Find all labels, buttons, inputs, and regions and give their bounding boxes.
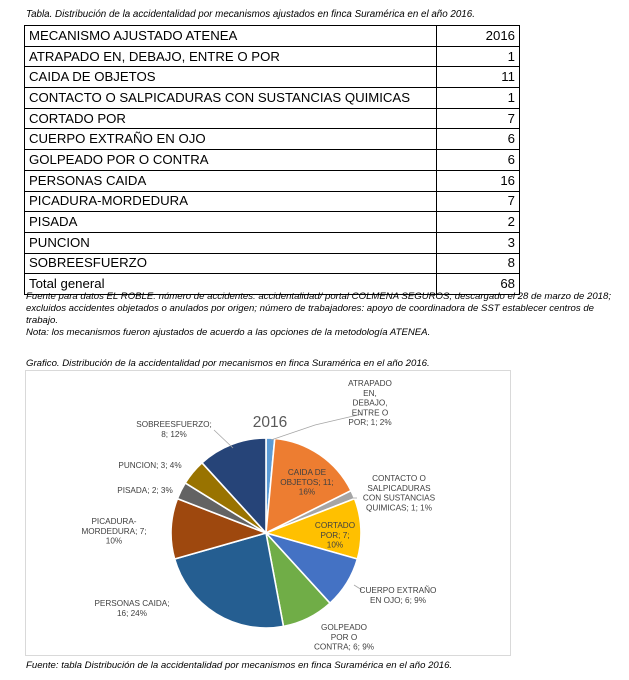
row-value: 16	[437, 170, 520, 191]
slice-label: PICADURA-MORDEDURA; 7; 10%	[81, 517, 147, 546]
row-value: 11	[437, 67, 520, 88]
row-label: CONTACTO O SALPICADURAS CON SUSTANCIAS QUIMICAS	[25, 88, 437, 109]
slice-label: SOBREESFUERZO; 8; 12%	[136, 420, 212, 439]
row-value: 68	[437, 274, 520, 295]
row-label: SOBREESFUERZO	[25, 253, 437, 274]
row-label: GOLPEADO POR O CONTRA	[25, 150, 437, 171]
leader-line	[214, 430, 233, 448]
slice-label: CAIDA DE OBJETOS; 11; 16%	[280, 468, 334, 497]
slice-label: ATRAPADO EN, DEBAJO, ENTRE O POR; 1; 2%	[348, 379, 392, 428]
source-note: Fuente para datos EL ROBLE: número de accidentes: accidentalidad/ portal COLMENA SEGUROS; descargado el 28 de marzo de 2018; excluidos accidentes objetados o anulados por origen; número de trabajadores: apoyo de coordinadora de SST establecer centros de trabajo.	[26, 291, 612, 326]
slice-label: PISADA; 2; 3%	[117, 486, 173, 495]
chart-source: Fuente: tabla Distribución de la accidentalidad por mecanismos en finca Suramérica en el año 2016.	[26, 660, 453, 671]
row-label: PUNCION	[25, 232, 437, 253]
slice-label: CORTADO POR; 7; 10%	[314, 521, 356, 550]
row-value: 2	[437, 212, 520, 233]
table-caption: Tabla. Distribución de la accidentalidad por mecanismos ajustados en finca Suramérica en el año 2016.	[26, 9, 475, 20]
slice-label: GOLPEADO POR O CONTRA; 6; 9%	[313, 623, 375, 652]
row-label: PISADA	[25, 212, 437, 233]
slice-label: CONTACTO O SALPICADURAS CON SUSTANCIAS QUIMICAS; 1; 1%	[362, 474, 436, 513]
row-value: 6	[437, 150, 520, 171]
row-value: 7	[437, 191, 520, 212]
row-value: 7	[437, 108, 520, 129]
row-label: CORTADO POR	[25, 108, 437, 129]
methodology-note: Nota: los mecanismos fueron ajustados de acuerdo a las opciones de la metodología ATENEA.	[26, 327, 431, 338]
chart-title: 2016	[252, 414, 288, 431]
slice-label: PUNCION; 3; 4%	[118, 461, 182, 470]
slice-label: CUERPO EXTRAÑO EN OJO; 6; 9%	[359, 586, 437, 605]
row-label: ATRAPADO EN, DEBAJO, ENTRE O POR	[25, 46, 437, 67]
row-label: Total general	[25, 274, 437, 295]
row-value: 1	[437, 88, 520, 109]
row-label: CAIDA DE OBJETOS	[25, 67, 437, 88]
header-value: 2016	[437, 26, 520, 47]
slice-label: PERSONAS CAIDA; 16; 24%	[94, 599, 170, 618]
row-value: 8	[437, 253, 520, 274]
chart-caption: Grafico. Distribución de la accidentalidad por mecanismos en finca Suramérica en el año 2016.	[26, 358, 430, 369]
row-label: CUERPO EXTRAÑO EN OJO	[25, 129, 437, 150]
row-label: PICADURA-MORDEDURA	[25, 191, 437, 212]
row-value: 6	[437, 129, 520, 150]
header-label: MECANISMO AJUSTADO ATENEA	[25, 26, 437, 47]
row-value: 1	[437, 46, 520, 67]
row-label: PERSONAS CAIDA	[25, 170, 437, 191]
row-value: 3	[437, 232, 520, 253]
